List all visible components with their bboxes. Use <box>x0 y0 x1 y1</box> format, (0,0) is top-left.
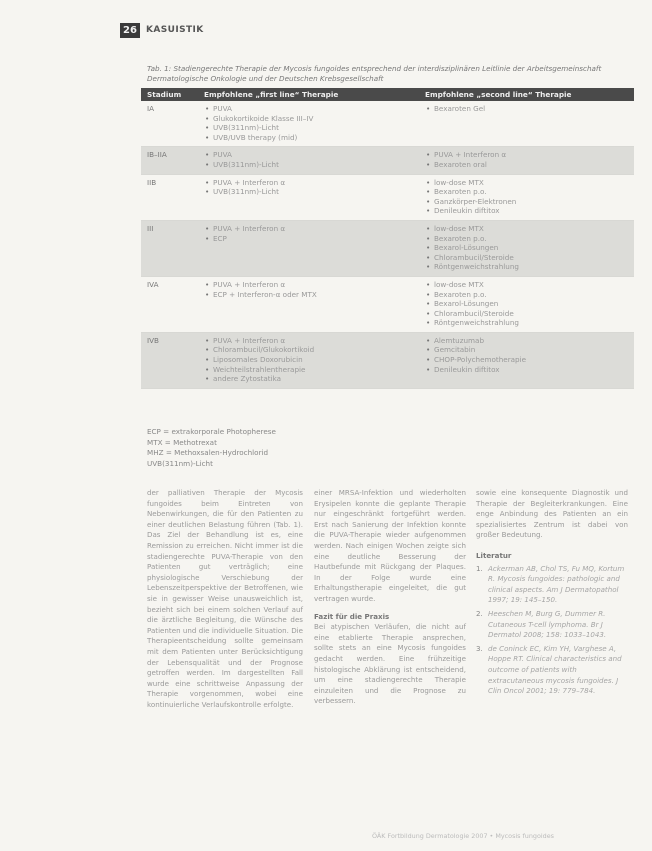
page-footer: ÖÄK Fortbildung Dermatologie 2007 • Mycosis fungoides <box>372 832 554 840</box>
stage-cell: IIB <box>147 177 157 187</box>
stage-cell: IVA <box>147 279 159 289</box>
first-line-cell <box>198 104 413 142</box>
therapy-table <box>141 88 634 389</box>
table-body <box>141 101 634 389</box>
page-header <box>120 22 204 38</box>
therapy-item: • Röntgenweichstrahlung <box>425 262 634 272</box>
therapy-item: • UVB(311nm)-Licht <box>204 123 413 133</box>
body-column-3 <box>476 488 628 700</box>
therapy-item: • UVB/UVB therapy (mid) <box>204 133 413 143</box>
therapy-item: • Bexaroten p.o. <box>425 290 634 300</box>
first-line-cell <box>198 178 413 216</box>
therapy-item: • Denileukin diftitox <box>425 365 634 375</box>
therapy-item: • Denileukin diftitox <box>425 206 634 216</box>
stage-cell: IA <box>147 104 155 113</box>
abbreviation: ECP = extrakorporale Photopherese <box>147 427 276 436</box>
second-line-cell <box>417 178 634 216</box>
therapy-item: • low-dose MTX <box>425 224 634 234</box>
abbreviation: MTX = Methotrexat <box>147 437 217 447</box>
second-line-cell <box>417 150 634 169</box>
therapy-item: • Chlorambucil/Steroide <box>425 253 634 263</box>
table-caption: Tab. 1: Stadiengerechte Therapie der Mycosis fungoides entsprechend der interdisziplinären Leitlinie der Arbeitsgemeinschaft Dermatologische Onkologie und der Deutschen Krebsgesellschaft <box>147 64 602 83</box>
literature-item: 2. Heeschen M, Burg G, Dummer R. Cutaneous T-cell lymphoma. Br J Dermatol 2008; 158: 1033–1043. <box>476 608 607 640</box>
therapy-item: • Ganzkörper-Elektronen <box>425 197 634 207</box>
body-paragraph: sowie eine konsequente Diagnostik und Therapie der Begleiterkrankungen. Eine enge Anbindung des Patienten an ein spezialisiertes Zentrum ist dabei von großer Bedeutung. <box>476 488 628 540</box>
therapy-item: • andere Zytostatika <box>204 374 413 384</box>
stage-cell: IVB <box>147 335 159 345</box>
therapy-item: • PUVA + Interferon α <box>425 150 634 160</box>
first-line-cell <box>198 280 413 328</box>
second-line-cell <box>417 224 634 272</box>
body-paragraph: der palliativen Therapie der Mycosis fungoides beim Eintreten von Nebenwirkungen, die für den Patienten zu einer deutlichen Belastung führen (Tab. 1). Das Ziel der Behandlung ist es, eine Remission zu erreichen. Nicht immer ist die stadiengerechte PUVA-Therapie von den Patienten gut verträglich; eine physiologische Verschiebung der Lebenszeitperspektive der Betroffenen, wie sie in gewisser Weise unausweichlich ist, bezieht sich bei einem solchen Verlauf auf die ärztliche Begleitung, die Wünsche des Patienten und die individuelle Situation. Die Therapieentscheidung sollte gemeinsam mit dem Patienten unter Berücksichtigung der Lebensqualität und der Prognose getroffen werden. Im dargestellten Fall wurde eine schrittweise Anpassung der Therapie vorgenommen, wobei eine kontinuierliche Verlaufskontrolle erfolgte. <box>147 488 303 709</box>
body-column-2 <box>314 488 466 707</box>
first-line-cell <box>198 224 413 272</box>
therapy-item: • Liposomales Doxorubicin <box>204 355 413 365</box>
therapy-item: • Glukokortikoide Klasse III–IV <box>204 114 413 124</box>
therapy-item: • Röntgenweichstrahlung <box>425 318 634 328</box>
therapy-item: • Alemtuzumab <box>425 336 634 346</box>
therapy-item: • Bexaroten p.o. <box>425 234 634 244</box>
table-row <box>141 175 634 221</box>
therapy-item: • UVB(311nm)-Licht <box>204 160 413 170</box>
literature-list <box>476 564 628 697</box>
literature-heading: Literatur <box>476 550 512 560</box>
header-second-line: Empfohlene „second line“ Therapie <box>425 90 572 99</box>
body-paragraph: Bei atypischen Verläufen, die nicht auf eine etablierte Therapie ansprechen, sollte stets an eine Mycosis fungoides gedacht werden. Eine frühzeitige histologische Abklärung ist entscheidend, um eine stadiengerechte Therapie einzuleiten und die Prognose zu verbessern. <box>314 622 466 706</box>
therapy-item: • Bexaroten Gel <box>425 104 634 114</box>
header-first-line: Empfohlene „first line“ Therapie <box>204 90 339 99</box>
table-header-row <box>141 88 634 101</box>
therapy-item: • Bexaroten p.o. <box>425 187 634 197</box>
therapy-item: • Weichteilstrahlentherapie <box>204 365 413 375</box>
abbreviation: UVB(311nm)-Licht <box>147 458 213 468</box>
table-row <box>141 221 634 277</box>
therapy-item: • Chlorambucil/Glukokortikoid <box>204 345 413 355</box>
literature-item: 3. de Coninck EC, Kim YH, Varghese A, Hoppe RT. Clinical characteristics and outcome of patients with extracutaneous mycosis fungoides. J Clin Oncol 2001; 19: 779–784. <box>476 643 622 696</box>
therapy-item: • ECP + Interferon-α oder MTX <box>204 290 413 300</box>
therapy-item: • Bexarol-Lösungen <box>425 243 634 253</box>
therapy-item: • low-dose MTX <box>425 280 634 290</box>
therapy-item: • PUVA + Interferon α <box>204 336 413 346</box>
therapy-item: • PUVA + Interferon α <box>204 224 413 234</box>
therapy-item: • PUVA + Interferon α <box>204 280 413 290</box>
table-row <box>141 333 634 389</box>
first-line-cell <box>198 336 413 384</box>
table-row <box>141 147 634 174</box>
header-stage: Stadium <box>147 90 182 99</box>
therapy-item: • PUVA + Interferon α <box>204 178 413 188</box>
section-title: KASUISTIK <box>146 25 204 35</box>
therapy-item: • PUVA <box>204 150 413 160</box>
first-line-cell <box>198 150 413 169</box>
second-line-cell <box>417 280 634 328</box>
second-line-cell <box>417 336 634 384</box>
stage-cell: III <box>147 223 154 233</box>
abbreviation: MHZ = Methoxsalen-Hydrochlorid <box>147 448 269 458</box>
therapy-item: • Bexarol-Lösungen <box>425 299 634 309</box>
page-number: 26 <box>120 23 140 38</box>
therapy-item: • Gemcitabin <box>425 345 634 355</box>
abbreviation-list <box>147 427 276 469</box>
therapy-item: • PUVA <box>204 104 413 114</box>
therapy-item: • CHOP-Polychemotherapie <box>425 355 634 365</box>
body-column-1 <box>147 488 303 710</box>
therapy-item: • Chlorambucil/Steroide <box>425 309 634 319</box>
stage-cell: IB–IIA <box>147 150 167 160</box>
body-paragraph: einer MRSA-Infektion und wiederholten Erysipelen konnte die geplante Therapie nur eingeschränkt fortgeführt werden. Erst nach Sanierung der Infektion konnte die PUVA-Therapie wieder aufgenommen werden. Nach einigen Wochen zeigte sich eine deutliche Besserung der Hautbefunde mit Rückgang der Plaques. In der Folge wurde eine Erhaltungstherapie eingeleitet, die gut vertragen wurde. <box>314 488 466 603</box>
table-row <box>141 277 634 333</box>
second-line-cell <box>417 104 634 142</box>
therapy-item: • low-dose MTX <box>425 178 634 188</box>
therapy-item: • ECP <box>204 234 413 244</box>
subheading-fazit: Fazit für die Praxis <box>314 611 390 621</box>
therapy-item: • UVB(311nm)-Licht <box>204 187 413 197</box>
therapy-item: • Bexaroten oral <box>425 160 634 170</box>
literature-item: 1. Ackerman AB, Chol TS, Fu MQ, Kortum R. Mycosis fungoides: pathologic and clinical aspects. Am J Dermatopathol 1997; 19: 145–150. <box>476 563 625 605</box>
table-row <box>141 101 634 147</box>
